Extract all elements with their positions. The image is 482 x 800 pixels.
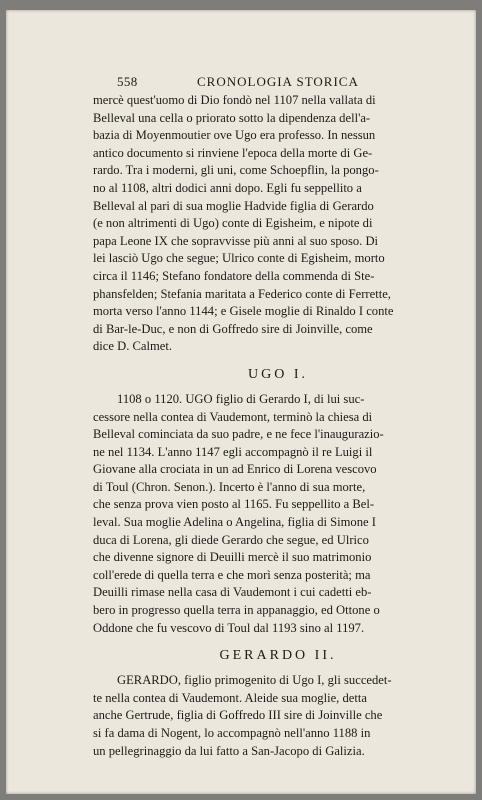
text-line: Belleval cominciata da suo padre, e ne fece l'inaugurazio- xyxy=(93,427,384,442)
text-line: Belleval una cella o priorato sotto la dipendenza dell'a- xyxy=(93,110,371,125)
section-heading-gerardo-ii: GERARDO II. xyxy=(219,648,337,664)
text-line: duca di Lorena, gli diede Gerardo che segue, ed Ulrico xyxy=(93,532,369,547)
text-line: phansfelden; Stefania maritata a Federico conte di Ferrette, xyxy=(93,286,391,301)
running-head xyxy=(93,72,463,92)
paragraph-ugo-i xyxy=(93,391,463,637)
page-content xyxy=(93,72,463,760)
text-line: dice D. Calmet. xyxy=(93,339,173,354)
text-line: (e non altrimenti di Ugo) conte di Egisheim, e nipote di xyxy=(93,216,373,231)
text-line: papa Leone IX che sopravvisse più anni al suo sposo. Di xyxy=(93,233,379,248)
text-line: di Bar-le-Duc, e non di Goffredo sire di Joinville, come xyxy=(93,321,373,336)
text-line: te nella contea di Vaudemont. Aleide sua moglie, detta xyxy=(93,690,367,705)
running-title: CRONOLOGIA STORICA xyxy=(197,74,359,89)
text-line: un pellegrinaggio da lui fatto a San-Jacopo di Galizia. xyxy=(93,743,365,758)
text-line: che divenne signore di Deuilli mercè il suo matrimonio xyxy=(93,550,372,565)
text-line: anche Gertrude, figlia di Goffredo III sire di Joinville che xyxy=(93,708,383,723)
text-line: di Toul (Chron. Senon.). Incerto è l'anno di sua morte, xyxy=(93,479,366,494)
text-line: leval. Sua moglie Adelina o Angelina, figlia di Simone I xyxy=(93,515,376,530)
paragraph-gerardo-i-continued xyxy=(93,92,463,356)
text-line: antico documento si rinviene l'epoca della morte di Ge- xyxy=(93,145,373,160)
text-line: no al 1108, altri dodici anni dopo. Egli fu seppellito a xyxy=(93,180,362,195)
book-page xyxy=(6,10,476,794)
text-line: bero in progresso quella terra in appanaggio, ed Ottone o xyxy=(93,603,380,618)
text-line: circa il 1146; Stefano fondatore della commenda di Ste- xyxy=(93,268,375,283)
text-line: mercè quest'uomo di Dio fondò nel 1107 nella vallata di xyxy=(93,93,376,107)
text-line: GERARDO, figlio primogenito di Ugo I, gli succedet- xyxy=(117,673,392,688)
text-line: che senza prova vien posto al 1165. Fu seppellito a Bel- xyxy=(93,497,375,512)
text-line: Oddone che fu vescovo di Toul dal 1193 sino al 1197. xyxy=(93,620,365,635)
text-line: bazia di Moyenmoutier ove Ugo era professo. In nessun xyxy=(93,128,376,143)
page-number: 558 xyxy=(117,74,138,89)
section-heading-ugo-i: UGO I. xyxy=(248,366,308,382)
text-line: morta verso l'anno 1144; e Gisele moglie di Rinaldo I conte xyxy=(93,304,394,319)
text-line: Giovane alla crociata in un ad Enrico di Lorena vescovo xyxy=(93,462,377,477)
text-line: Belleval al pari di sua moglie Hadvide figlia di Gerardo xyxy=(93,198,374,213)
text-line: Deuilli rimase nella casa di Vaudemont i cui cadetti eb- xyxy=(93,585,372,600)
paragraph-gerardo-ii xyxy=(93,672,463,760)
text-line: ne nel 1134. L'anno 1147 egli accompagnò il re Luigi il xyxy=(93,444,373,459)
text-line: lei lasciò Ugo che segue; Ulrico conte di Egisheim, morto xyxy=(93,251,385,266)
text-line: si fa dama di Nogent, lo accompagnò nell'anno 1188 in xyxy=(93,726,371,740)
text-line: cessore nella contea di Vaudemont, terminò la chiesa di xyxy=(93,409,373,424)
text-line: rardo. Tra i moderni, gli uni, come Schoepflin, la pongo- xyxy=(93,163,379,178)
text-line: coll'erede di quella terra e che morì senza posterità; ma xyxy=(93,567,371,582)
text-line: 1108 o 1120. UGO figlio di Gerardo I, di lui suc- xyxy=(117,391,365,406)
